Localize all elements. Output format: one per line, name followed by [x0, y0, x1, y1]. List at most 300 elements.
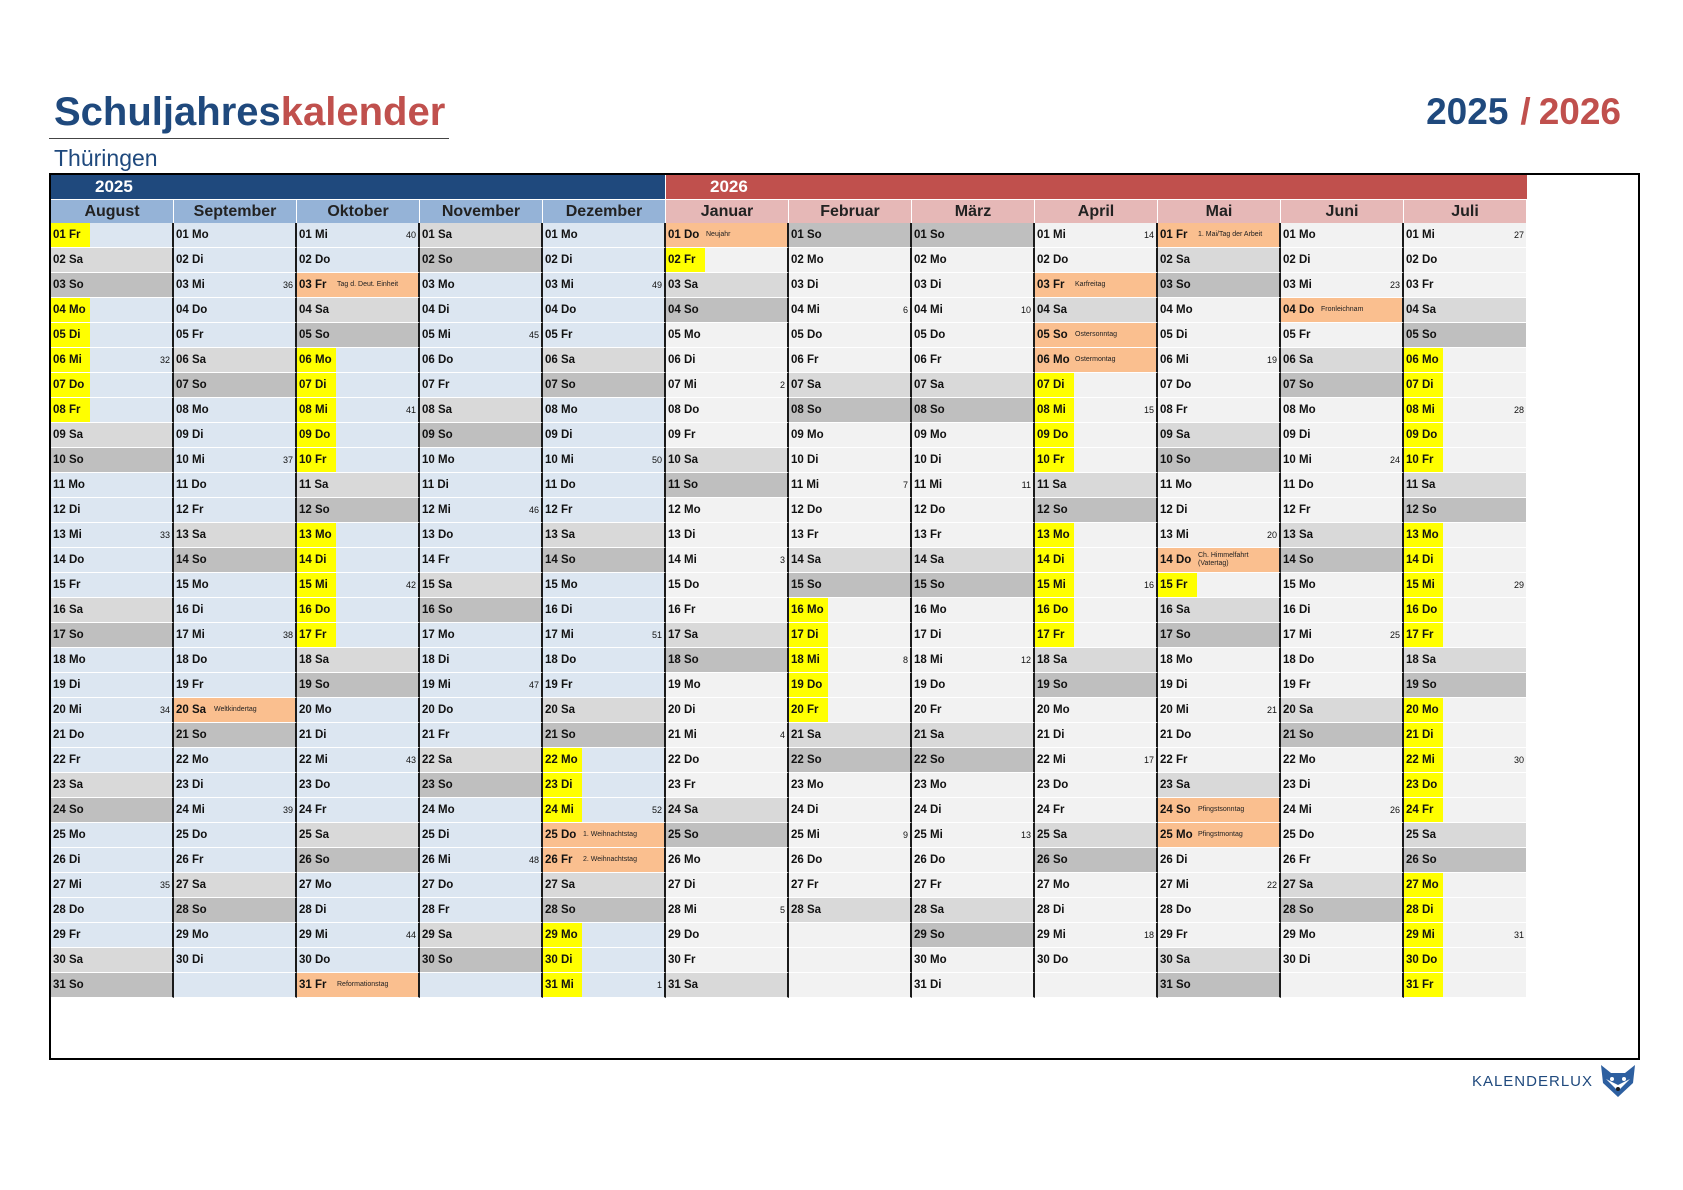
- day-cell: [789, 698, 912, 723]
- day-cell: [1281, 298, 1404, 323]
- day-cell: [51, 273, 174, 298]
- day-cell: [666, 448, 789, 473]
- title-part-2: kalender: [280, 90, 446, 134]
- day-label: 19 So: [1406, 679, 1437, 691]
- day-cell: [51, 448, 174, 473]
- day-label: 02 Sa: [53, 254, 84, 266]
- week-number: 16: [1143, 580, 1154, 590]
- day-cell: [174, 723, 297, 748]
- day-cell: [912, 573, 1035, 598]
- day-cell: [1158, 273, 1281, 298]
- day-label: 17 Mi: [176, 629, 205, 641]
- day-cell: [789, 423, 912, 448]
- week-number: 20: [1266, 530, 1277, 540]
- day-cell: [1035, 873, 1158, 898]
- day-label: 20 Mi: [1160, 704, 1189, 716]
- day-cell: [1404, 523, 1527, 548]
- day-cell: [51, 673, 174, 698]
- day-label: 18 Mi: [914, 654, 943, 666]
- day-label: 25 Di: [422, 829, 450, 841]
- day-cell: [420, 298, 543, 323]
- day-cell: [1404, 748, 1527, 773]
- day-label: 07 Sa: [914, 379, 945, 391]
- day-cell: [420, 423, 543, 448]
- day-label: 02 Do: [1037, 254, 1069, 266]
- day-label: 28 Do: [53, 904, 85, 916]
- week-number: 8: [902, 655, 908, 665]
- day-cell: [297, 948, 420, 973]
- day-cell: [51, 573, 174, 598]
- day-label: 07 Mi: [668, 379, 697, 391]
- day-label: 19 So: [1037, 679, 1068, 691]
- day-cell: [174, 648, 297, 673]
- day-label: 22 Mo: [176, 754, 209, 766]
- day-label: 18 Mo: [1160, 654, 1193, 666]
- day-cell: [912, 448, 1035, 473]
- day-cell: [1404, 323, 1527, 348]
- day-label: 15 Mi: [297, 573, 336, 597]
- day-cell: [789, 623, 912, 648]
- day-cell: [1035, 298, 1158, 323]
- day-label: 04 Mo: [1160, 304, 1193, 316]
- day-label: 27 Sa: [545, 879, 576, 891]
- day-cell: [174, 223, 297, 248]
- week-number: 17: [1143, 755, 1154, 765]
- day-label: 28 Di: [1404, 898, 1443, 922]
- day-cell: [297, 598, 420, 623]
- day-label: 17 Fr: [1404, 623, 1443, 647]
- day-label: 11 Mi: [914, 479, 943, 491]
- week-number: 19: [1266, 355, 1277, 365]
- day-label: 30 So: [422, 954, 453, 966]
- day-label: 26 Fr: [176, 854, 204, 866]
- week-number: 49: [651, 280, 662, 290]
- day-cell: [1404, 848, 1527, 873]
- day-cell: [1404, 573, 1527, 598]
- day-label: 11 Mo: [1160, 479, 1192, 491]
- day-cell: [789, 348, 912, 373]
- day-label: 14 So: [1283, 554, 1314, 566]
- day-cell: [297, 223, 420, 248]
- week-number: 18: [1143, 930, 1154, 940]
- day-label: 18 Sa: [1406, 654, 1437, 666]
- day-label: 30 Mo: [914, 954, 947, 966]
- day-label: 11 Mo: [53, 479, 85, 491]
- week-number: 29: [1513, 580, 1524, 590]
- day-cell: [1281, 448, 1404, 473]
- day-label: 05 Do: [791, 329, 823, 341]
- day-cell: [1404, 398, 1527, 423]
- day-label: 28 Di: [299, 904, 327, 916]
- day-cell: [543, 798, 666, 823]
- day-label: 21 Do: [53, 729, 85, 741]
- day-label: 04 Sa: [1037, 304, 1068, 316]
- day-cell: [1281, 723, 1404, 748]
- day-label: 06 Mo: [297, 348, 336, 372]
- day-cell: [666, 673, 789, 698]
- day-label: 18 Sa: [299, 654, 330, 666]
- day-cell: [789, 523, 912, 548]
- day-label: 26 Di: [53, 854, 81, 866]
- day-label: 11 Sa: [299, 479, 329, 491]
- day-label: 18 Sa: [1037, 654, 1068, 666]
- day-label: 09 Mo: [914, 429, 947, 441]
- week-number: 23: [1389, 280, 1400, 290]
- week-number: 40: [405, 230, 416, 240]
- day-label: 15 Mi: [1035, 573, 1074, 597]
- day-label: 09 Sa: [1160, 429, 1191, 441]
- year-band-label: 2026: [710, 177, 748, 196]
- day-cell: [51, 298, 174, 323]
- day-cell: [174, 773, 297, 798]
- day-label: 15 Mo: [545, 579, 578, 591]
- day-cell: [420, 623, 543, 648]
- day-label: 12 Di: [53, 504, 81, 516]
- day-cell: [543, 298, 666, 323]
- day-label: 12 Mi: [422, 504, 451, 516]
- day-label: 30 Do: [299, 954, 331, 966]
- day-label: 28 Sa: [791, 904, 822, 916]
- day-label: 19 Fr: [1283, 679, 1311, 691]
- day-label: 24 Mi: [543, 798, 582, 822]
- day-label: 08 Mo: [176, 404, 209, 416]
- day-label: 17 Mi: [1283, 629, 1312, 641]
- day-label: 22 Mi: [1037, 754, 1066, 766]
- day-cell: [1035, 798, 1158, 823]
- day-cell: [1281, 323, 1404, 348]
- day-cell: [297, 623, 420, 648]
- day-label: 16 Fr: [668, 604, 696, 616]
- day-label: 22 Sa: [422, 754, 453, 766]
- day-cell: [174, 248, 297, 273]
- day-cell: [1158, 648, 1281, 673]
- day-cell: [1281, 273, 1404, 298]
- day-label: 29 Mi: [299, 929, 328, 941]
- day-label: 10 Mo: [422, 454, 455, 466]
- day-label: 11 Di: [422, 479, 449, 491]
- day-cell: [51, 323, 174, 348]
- state-subtitle: Thüringen: [54, 145, 158, 171]
- day-label: 13 Mo: [1404, 523, 1443, 547]
- week-number: 26: [1389, 805, 1400, 815]
- day-cell: [51, 648, 174, 673]
- day-cell: [51, 223, 174, 248]
- day-label: 07 So: [176, 379, 207, 391]
- month-header: Oktober: [297, 200, 419, 223]
- day-label: 08 Fr: [51, 398, 90, 422]
- day-label: 15 So: [791, 579, 822, 591]
- day-cell: [174, 873, 297, 898]
- day-cell: [543, 673, 666, 698]
- day-cell: [1281, 798, 1404, 823]
- day-cell: [1158, 898, 1281, 923]
- day-cell: [51, 798, 174, 823]
- day-cell: [1158, 498, 1281, 523]
- day-cell: [174, 548, 297, 573]
- holiday-name: Ch. Himmelfahrt (Vatertag): [1198, 552, 1249, 567]
- day-cell: [543, 473, 666, 498]
- day-label: 28 Sa: [914, 904, 945, 916]
- day-label: 05 Mo: [668, 329, 701, 341]
- day-label: 26 Do: [791, 854, 823, 866]
- day-label: 04 Mi: [914, 304, 943, 316]
- day-cell: [543, 823, 666, 848]
- day-label: 03 Mo: [422, 279, 455, 291]
- day-cell: [51, 523, 174, 548]
- holiday-name: Tag d. Deut. Einheit: [337, 281, 399, 288]
- week-number: 11: [1021, 480, 1031, 490]
- day-cell: [1404, 798, 1527, 823]
- day-cell: [789, 723, 912, 748]
- day-label: 03 Fr: [1037, 279, 1065, 291]
- day-label: 25 Mo: [1160, 829, 1193, 841]
- day-cell: [1404, 773, 1527, 798]
- day-cell: [666, 798, 789, 823]
- day-cell: [174, 848, 297, 873]
- day-cell: [1281, 848, 1404, 873]
- day-label: 23 Sa: [1160, 779, 1191, 791]
- day-label: 27 Mi: [1160, 879, 1189, 891]
- day-label: 15 So: [914, 579, 945, 591]
- day-cell: [420, 573, 543, 598]
- day-cell: [789, 298, 912, 323]
- day-cell: [51, 748, 174, 773]
- day-label: 28 Mi: [668, 904, 697, 916]
- day-label: 25 Do: [1283, 829, 1315, 841]
- day-label: 16 So: [422, 604, 453, 616]
- day-cell: [666, 248, 789, 273]
- day-cell: [297, 898, 420, 923]
- holiday-name: Fronleichnam: [1321, 306, 1364, 313]
- day-label: 04 Do: [545, 304, 577, 316]
- day-label: 21 Di: [299, 729, 327, 741]
- day-label: 14 Di: [297, 548, 336, 572]
- day-label: 16 Do: [1035, 598, 1074, 622]
- week-number: 3: [779, 555, 785, 565]
- day-cell: [174, 523, 297, 548]
- day-label: 13 Fr: [914, 529, 942, 541]
- day-cell: [543, 348, 666, 373]
- day-cell: [789, 223, 912, 248]
- day-label: 08 Mi: [1404, 398, 1443, 422]
- day-label: 27 Mo: [1404, 873, 1443, 897]
- day-label: 26 So: [1406, 854, 1437, 866]
- day-cell: [51, 548, 174, 573]
- day-label: 31 So: [1160, 979, 1191, 991]
- day-cell: [420, 348, 543, 373]
- day-cell: [51, 398, 174, 423]
- day-cell: [666, 398, 789, 423]
- day-cell: [1281, 623, 1404, 648]
- day-cell: [51, 473, 174, 498]
- day-label: 08 Fr: [1160, 404, 1188, 416]
- day-cell: [297, 348, 420, 373]
- week-number: 50: [651, 455, 662, 465]
- day-cell: [174, 273, 297, 298]
- day-label: 30 Do: [1037, 954, 1069, 966]
- day-cell: [420, 448, 543, 473]
- day-cell: [543, 848, 666, 873]
- day-cell: [1158, 773, 1281, 798]
- day-cell: [1404, 498, 1527, 523]
- day-cell: [912, 273, 1035, 298]
- week-number: 24: [1389, 455, 1400, 465]
- day-cell: [1404, 298, 1527, 323]
- day-cell: [543, 423, 666, 448]
- day-label: 11 Do: [1283, 479, 1314, 491]
- day-label: 22 Fr: [53, 754, 81, 766]
- week-number: 21: [1266, 705, 1277, 715]
- day-label: 14 So: [176, 554, 207, 566]
- day-cell: [1158, 723, 1281, 748]
- week-number: 42: [405, 580, 416, 590]
- day-label: 30 Di: [1283, 954, 1311, 966]
- day-cell: [1158, 823, 1281, 848]
- day-label: 13 Do: [422, 529, 454, 541]
- day-label: 01 Mi: [1406, 229, 1435, 241]
- day-label: 31 Fr: [299, 979, 327, 991]
- month-header: Januar: [666, 200, 788, 223]
- day-cell: [1158, 323, 1281, 348]
- day-label: 25 Sa: [299, 829, 330, 841]
- day-cell: [543, 723, 666, 748]
- day-label: 28 Fr: [422, 904, 450, 916]
- day-cell: [174, 623, 297, 648]
- day-label: 11 Mi: [791, 479, 820, 491]
- day-cell: [666, 948, 789, 973]
- holiday-name: Reformationstag: [337, 981, 389, 988]
- day-cell: [543, 698, 666, 723]
- day-cell: [912, 248, 1035, 273]
- day-cell: [789, 373, 912, 398]
- day-cell: [912, 948, 1035, 973]
- day-label: 06 Fr: [914, 354, 942, 366]
- day-label: 25 Mi: [791, 829, 820, 841]
- day-cell: [420, 673, 543, 698]
- day-label: 04 Di: [422, 304, 450, 316]
- day-label: 06 Fr: [791, 354, 819, 366]
- day-label: 23 Fr: [668, 779, 696, 791]
- day-cell: [420, 698, 543, 723]
- day-label: 29 Fr: [53, 929, 81, 941]
- day-label: 27 Sa: [176, 879, 207, 891]
- day-cell: [789, 898, 912, 923]
- day-cell: [297, 648, 420, 673]
- day-cell: [1158, 548, 1281, 573]
- holiday-name: Ostersonntag: [1075, 331, 1118, 338]
- day-cell: [1281, 423, 1404, 448]
- week-number: 32: [159, 355, 170, 365]
- day-label: 17 Mo: [422, 629, 455, 641]
- day-label: 02 Di: [545, 254, 573, 266]
- day-cell: [51, 373, 174, 398]
- day-label: 01 So: [914, 229, 945, 241]
- day-label: 16 Do: [1404, 598, 1443, 622]
- week-number: 28: [1513, 405, 1524, 415]
- day-cell: [297, 498, 420, 523]
- day-label: 24 So: [1160, 804, 1191, 816]
- day-cell: [1404, 723, 1527, 748]
- day-cell: [51, 898, 174, 923]
- day-cell: [1281, 948, 1404, 973]
- day-label: 14 Fr: [422, 554, 450, 566]
- day-cell: [1281, 923, 1404, 948]
- day-label: 16 Di: [545, 604, 573, 616]
- week-number: 46: [528, 505, 539, 515]
- day-cell: [420, 798, 543, 823]
- day-cell: [1158, 223, 1281, 248]
- day-label: 06 Mo: [1404, 348, 1443, 372]
- week-number: 38: [282, 630, 293, 640]
- day-cell: [420, 523, 543, 548]
- day-cell: [51, 823, 174, 848]
- day-cell: [51, 348, 174, 373]
- day-label: 18 So: [668, 654, 699, 666]
- day-label: 05 Fr: [545, 329, 573, 341]
- day-cell: [1035, 648, 1158, 673]
- day-label: 02 Di: [176, 254, 204, 266]
- day-cell: [174, 348, 297, 373]
- day-label: 10 Sa: [668, 454, 699, 466]
- day-label: 21 Mi: [668, 729, 697, 741]
- calendar-grid: [49, 173, 1640, 1060]
- day-label: 27 Mi: [53, 879, 82, 891]
- brand-logo: [1472, 1063, 1637, 1099]
- day-cell: [666, 473, 789, 498]
- day-label: 09 Do: [297, 423, 336, 447]
- week-number: 15: [1143, 405, 1154, 415]
- day-cell: [297, 748, 420, 773]
- day-label: 13 Sa: [545, 529, 576, 541]
- empty-day-cell: [789, 948, 912, 973]
- day-label: 29 Mi: [1037, 929, 1066, 941]
- day-cell: [51, 698, 174, 723]
- day-label: 06 Mi: [51, 348, 90, 372]
- day-cell: [912, 848, 1035, 873]
- day-cell: [789, 873, 912, 898]
- year-separator: /: [1520, 91, 1531, 132]
- day-cell: [543, 548, 666, 573]
- month-header: September: [174, 200, 296, 223]
- day-cell: [666, 848, 789, 873]
- year-right: 2026: [1538, 91, 1621, 132]
- day-cell: [789, 398, 912, 423]
- day-label: 08 Mi: [1035, 398, 1074, 422]
- day-label: 03 Mi: [545, 279, 574, 291]
- day-cell: [1281, 573, 1404, 598]
- day-cell: [789, 273, 912, 298]
- day-cell: [1281, 223, 1404, 248]
- day-cell: [912, 698, 1035, 723]
- day-label: 10 So: [1160, 454, 1191, 466]
- day-cell: [543, 623, 666, 648]
- day-label: 10 Di: [791, 454, 819, 466]
- day-label: 07 Di: [1404, 373, 1443, 397]
- day-cell: [1035, 948, 1158, 973]
- day-cell: [1404, 698, 1527, 723]
- day-cell: [1035, 823, 1158, 848]
- day-cell: [1158, 373, 1281, 398]
- day-label: 20 Sa: [176, 704, 207, 716]
- day-label: 30 Do: [1404, 948, 1443, 972]
- day-label: 08 Sa: [422, 404, 453, 416]
- day-label: 21 Sa: [914, 729, 945, 741]
- month-header: Juli: [1404, 200, 1526, 223]
- day-cell: [1404, 423, 1527, 448]
- year-left: 2025: [1426, 91, 1509, 132]
- day-label: 10 Mi: [545, 454, 574, 466]
- day-label: 30 Di: [543, 948, 582, 972]
